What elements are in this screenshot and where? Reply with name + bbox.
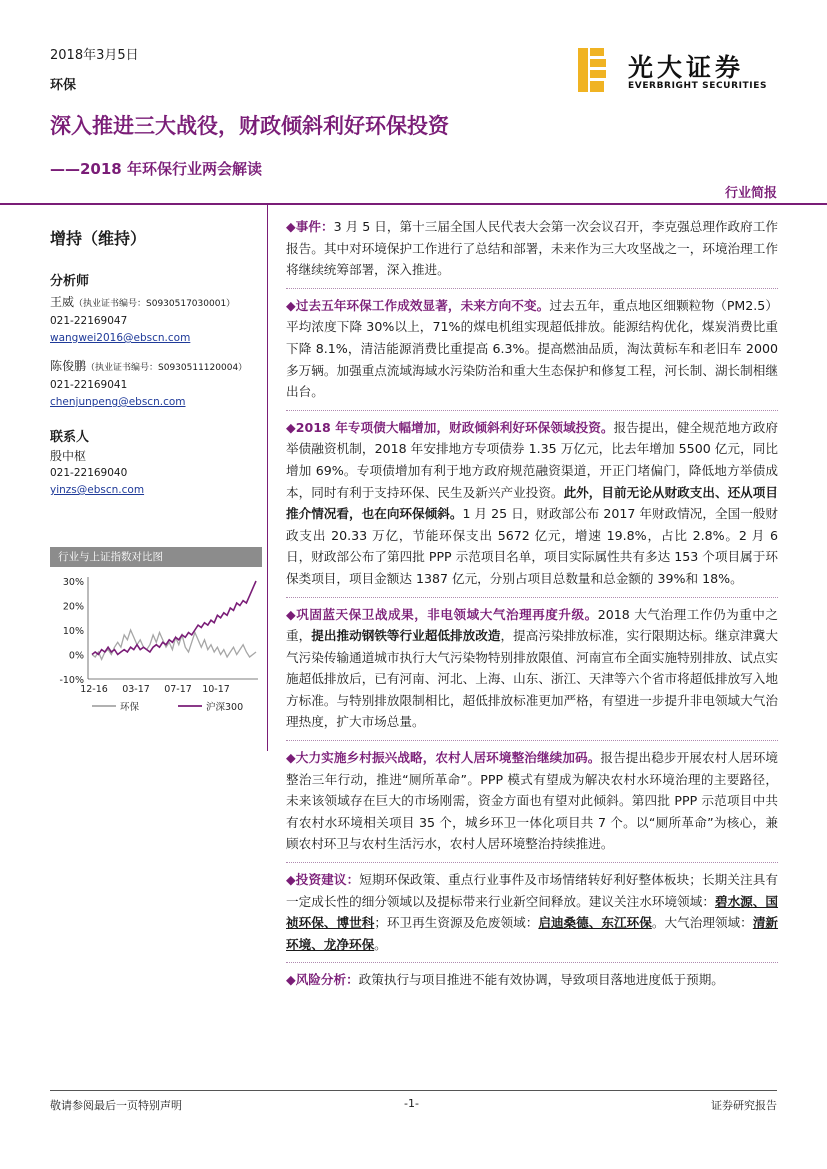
body-paragraph <box>286 216 778 281</box>
report-body <box>286 216 778 998</box>
y-tick-label: 20% <box>62 601 84 613</box>
paragraph-text: 3 月 5 日，第十三届全国人民代表大会第一次会议召开，李克强总理作政府工作报告。其中对环境保护工作进行了总结和部署，未来作为三大攻坚战之一，环境治理工作将继续统筹部署，深入推进。 <box>286 219 779 278</box>
analyst-email[interactable]: wangwei2016@ebscn.com <box>50 332 191 344</box>
series-line-env <box>92 630 256 659</box>
paragraph-separator <box>286 862 778 863</box>
legend-label: 沪深300 <box>206 702 244 713</box>
analyst-name: 王威 <box>50 295 75 309</box>
x-tick-label: 07-17 <box>164 684 192 695</box>
everbright-logo-icon <box>578 48 606 92</box>
diamond-bullet-icon: ◆ <box>286 750 296 766</box>
analyst-email[interactable]: chenjunpeng@ebscn.com <box>50 396 186 408</box>
footer-report-type: 证券研究报告 <box>711 1099 777 1112</box>
paragraph-separator <box>286 740 778 741</box>
paragraph-separator <box>286 288 778 289</box>
contact-email[interactable]: yinzs@ebscn.com <box>50 484 145 496</box>
y-tick-label: 30% <box>62 577 84 588</box>
paragraph-heading: 巩固蓝天保卫战成果，非电领域大气治理再度升级。 <box>296 606 598 622</box>
diamond-bullet-icon: ◆ <box>286 972 296 988</box>
paragraph-text: 。 <box>374 936 387 952</box>
analyst-phone: 021-22169041 <box>50 379 128 391</box>
header-divider <box>0 203 827 205</box>
report-title: 深入推进三大战役，财政倾斜利好环保投资 <box>50 114 449 138</box>
x-tick-label: 10-17 <box>202 684 230 695</box>
paragraph-text: 政策执行与项目推进不能有效协调，导致项目落地进度低于预期。 <box>358 972 724 988</box>
body-paragraph <box>286 604 778 734</box>
paragraph-heading: 事件： <box>295 219 334 234</box>
paragraph-text: ；环卫再生资源及危废领域： <box>374 915 539 931</box>
stock-recommendation: 碧水源、国祯环保、博世科 <box>286 893 779 931</box>
diamond-bullet-icon: ◆ <box>286 872 296 888</box>
analyst-cert: （执业证书编号：S0930511120004） <box>86 363 248 373</box>
analyst-cert: （执业证书编号：S0930517030001） <box>74 299 236 309</box>
doc-type-label: 行业简报 <box>724 186 777 201</box>
stock-recommendation: 启迪桑德、东江环保 <box>538 915 652 931</box>
paragraph-text: 1 月 25 日，财政部公布 2017 年财政情况，全国一般财政支出 20.33 万亿，节能环保支出 5672 亿元，增速 19.8%，占比 2.8%。2 月 6 日，财政部公布了第四批 PPP 示范项目名单，项目实际属性共有多达 153 个项目属于环保类项目，项目金额达 1387 亿元，分别占项目总数量和总金额的 39%和 18%。 <box>286 506 779 586</box>
emphasis-text: 此外，目前无论从财政支出、还从项目推介情况看，也在向环保倾斜。 <box>286 484 779 522</box>
legend-label: 环保 <box>120 702 140 713</box>
contact-heading: 联系人 <box>50 430 90 445</box>
rating: 增持（维持） <box>50 229 147 248</box>
diamond-bullet-icon: ◆ <box>286 606 297 622</box>
sector-label: 环保 <box>50 78 77 93</box>
body-paragraph <box>286 969 778 991</box>
index-comparison-chart <box>50 547 262 717</box>
x-tick-label: 03-17 <box>122 684 150 695</box>
analyst-phone: 021-22169047 <box>50 315 128 327</box>
paragraph-separator <box>286 597 778 598</box>
paragraph-heading: 风险分析： <box>295 972 359 988</box>
stock-recommendation: 清新环境、龙净环保 <box>286 915 779 952</box>
body-paragraph <box>286 747 778 855</box>
y-tick-label: 10% <box>62 626 84 637</box>
paragraph-heading: 过去五年环保工作成效显著，未来方向不变。 <box>295 297 550 313</box>
analyst-card <box>50 358 265 411</box>
paragraph-text: 。大气治理领域： <box>651 915 753 931</box>
report-date: 2018年3月5日 <box>50 48 139 63</box>
paragraph-text: 过去五年，重点地区细颗粒物（PM2.5）平均浓度下降 30%以上，71%的煤电机组实现超低排放。能源结构优化，煤炭消费比重下降 8.1%，清洁能源消费比重提高 6.3%。提高燃油品质，淘汰黄标车和老旧车 2000 多万辆。加强重点流域海域水污染防治和重大生态保护和修复工程，河长制、湖长制相继出台。 <box>286 297 779 400</box>
paragraph-heading: 2018 年专项债大幅增加，财政倾斜利好环保领域投资。 <box>295 419 614 435</box>
company-name-cn: 光大证券 <box>628 53 745 82</box>
body-paragraph <box>286 295 778 403</box>
paragraph-separator <box>286 410 778 411</box>
paragraph-text: ，提高污染排放标准，实行限期达标。继京津冀大气污染传输通道城市执行大气污染物特别排放限值、河南宣布全面实施特别排放、试点实施超低排放后，已有河南、河北、上海、山东、浙江、天津等六个省市将超低排放写入地方标准。与特别排放限制相比，超低排放标准更加严格，有望进一步提升非电领域大气治理热度，扩大市场总量。 <box>286 628 779 730</box>
column-divider <box>267 205 268 751</box>
paragraph-text: 报告提出，健全规范地方政府举债融资机制，2018 年安排地方专项债券 1.35 万亿元，比去年增加 5500 亿元，同比增加 69%。专项债增加有利于地方政府规范融资渠道，开正门堵偏门，降低地方举债成本，同时有利于支持环保、民生及新兴产业投资。 <box>286 419 779 500</box>
footer-disclaimer: 敬请参阅最后一页特别声明 <box>50 1099 182 1112</box>
diamond-bullet-icon: ◆ <box>286 219 296 234</box>
paragraph-text: 2018 大气治理工作仍为重中之重， <box>286 606 778 644</box>
report-subtitle: ——2018 年环保行业两会解读 <box>50 160 262 178</box>
page-number: -1- <box>404 1097 419 1110</box>
chart-title: 行业与上证指数对比图 <box>50 547 262 567</box>
paragraph-text: 报告提出稳步开展农村人居环境整治三年行动，推进“厕所革命”。PPP 模式有望成为解决农村水环境治理的主要路径，未来该领域存在巨大的市场刚需，资金方面也有望对此倾斜。第四批 PPP 示范项目中共有农村水环境相关项目 35 个，城乡环卫一体化项目共 7 个。以“厕所革命”为核心，兼顾农村环卫与农村生活污水，农村人居环境整治持续推进。 <box>286 750 779 852</box>
contact-card <box>50 448 265 499</box>
contact-phone: 021-22169040 <box>50 467 128 479</box>
footer-divider <box>50 1090 777 1091</box>
paragraph-heading: 投资建议： <box>295 872 360 888</box>
chart-canvas <box>50 569 262 717</box>
x-tick-label: 12-16 <box>80 684 108 695</box>
y-tick-label: 0% <box>68 650 84 662</box>
company-logo <box>578 46 778 96</box>
paragraph-separator <box>286 962 778 963</box>
diamond-bullet-icon: ◆ <box>286 297 296 313</box>
y-tick-label: -10% <box>59 675 84 686</box>
analyst-card <box>50 294 265 347</box>
diamond-bullet-icon: ◆ <box>286 419 296 435</box>
body-paragraph <box>286 417 778 590</box>
paragraph-text: 短期环保政策、重点行业事件及市场情绪转好利好整体板块；长期关注具有一定成长性的细分领域以及提标带来行业新空间释放。建议关注水环境领域： <box>286 872 779 909</box>
emphasis-text: 提出推动钢铁等行业超低排放改造 <box>311 628 501 644</box>
contact-name: 殷中枢 <box>50 449 87 463</box>
body-paragraph <box>286 869 778 955</box>
analyst-name: 陈俊鹏 <box>50 359 87 373</box>
analysts-heading: 分析师 <box>50 274 90 289</box>
paragraph-heading: 大力实施乡村振兴战略，农村人居环境整治继续加码。 <box>295 750 601 766</box>
company-name-en: EVERBRIGHT SECURITIES <box>628 81 768 91</box>
